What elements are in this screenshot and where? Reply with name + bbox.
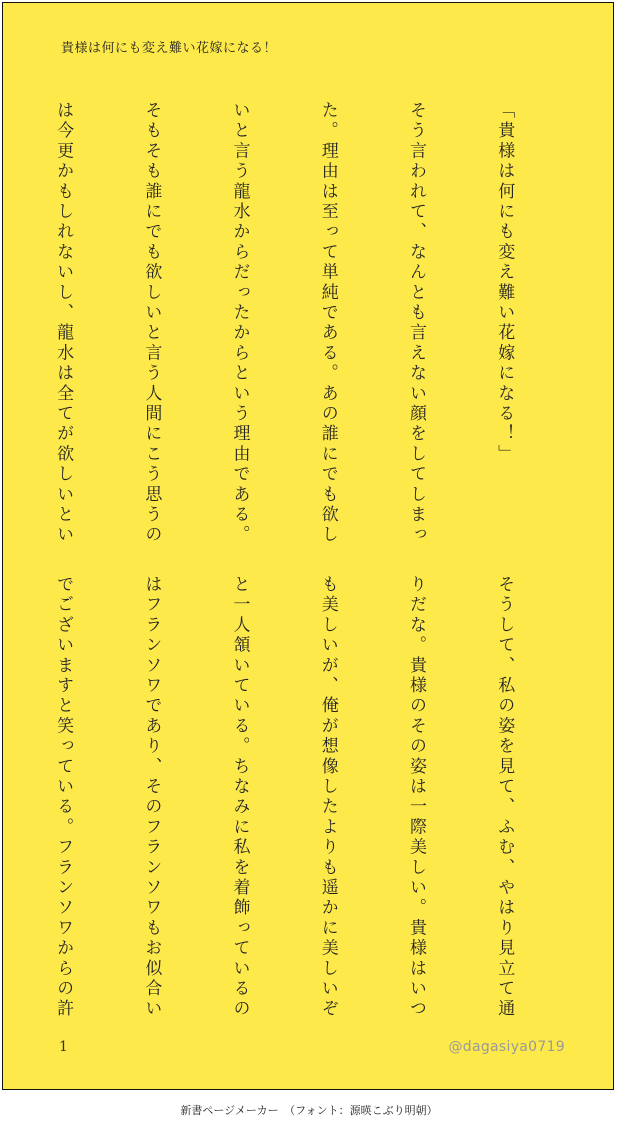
text-column: いと言う龍水からだったからという理由である。 xyxy=(229,101,250,546)
text-column: りだな。貴様のその姿は一際美しい。貴様はいつ xyxy=(405,575,426,1020)
running-header-title: 貴様は何にも変え難い花嫁になる！ xyxy=(61,41,278,56)
text-column: 「貴様は何にも変え難い花嫁になる！」 xyxy=(494,101,515,465)
text-column: そもそも誰にでも欲しいと言う人間にこう思うの xyxy=(141,101,162,546)
top-text-section xyxy=(53,101,577,546)
text-column: は今更かもしれないし、龍水は全てが欲しいとい xyxy=(53,101,74,546)
text-column: そうして、私の姿を見て、ふむ、やはり見立て通 xyxy=(494,575,515,1020)
author-handle: @dagasiya0719 xyxy=(448,1039,565,1055)
text-column: そう言われて、なんとも言えない顔をしてしまっ xyxy=(405,101,426,546)
text-column: でございますと笑っている。フランソワからの許 xyxy=(53,575,74,1020)
bottom-text-section xyxy=(53,575,577,1020)
text-column: た。理由は至って単純である。あの誰にでも欲し xyxy=(317,101,338,546)
book-page xyxy=(2,2,614,1090)
text-column: と一人頷いている。ちなみに私を着飾っているの xyxy=(229,575,250,1020)
text-column: はフランソワであり、そのフランソワもお似合い xyxy=(141,575,162,1020)
page-number: 1 xyxy=(59,1039,68,1055)
generator-caption: 新書ページメーカー （フォント：源暎こぶり明朝） xyxy=(180,1104,438,1117)
text-column: も美しいが、俺が想像したよりも遥かに美しいぞ xyxy=(317,575,338,1020)
